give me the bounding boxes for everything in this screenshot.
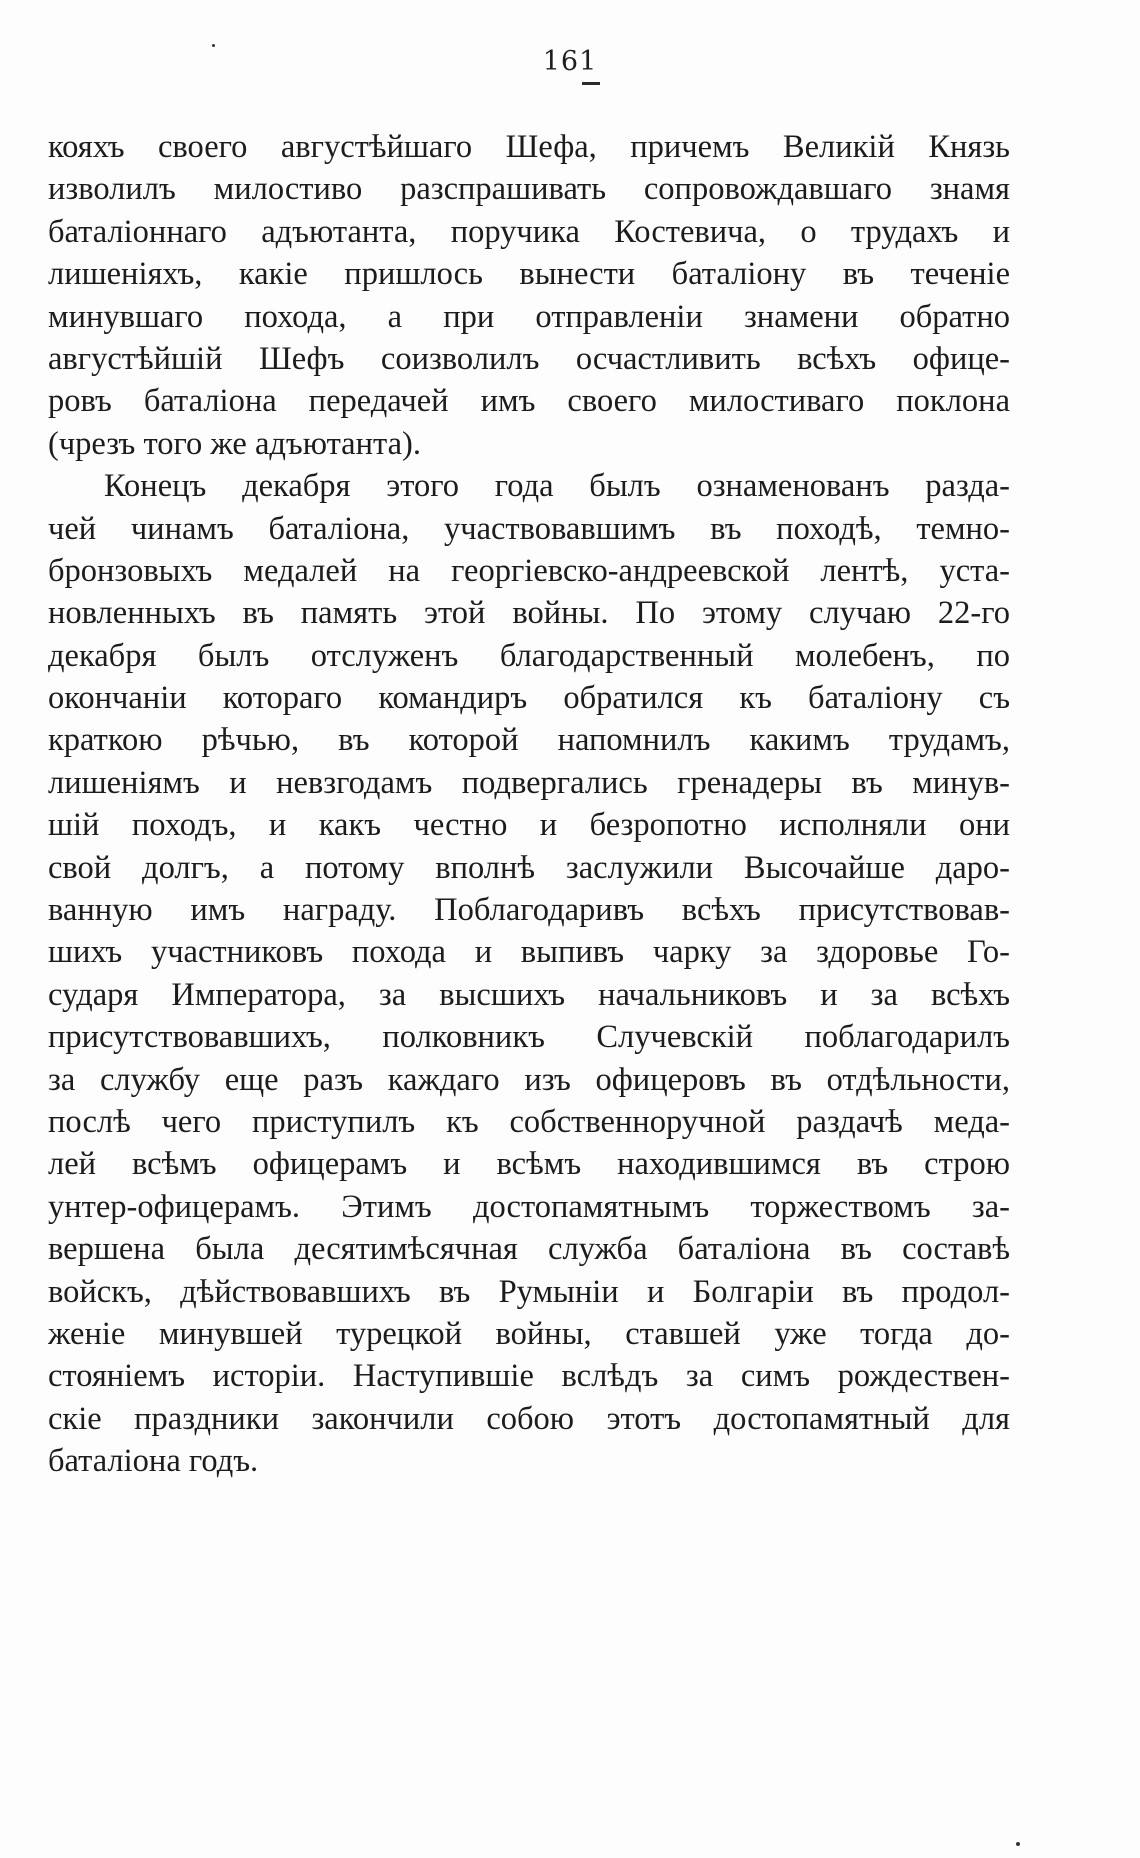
text-line: чей чинамъ баталіона, участвовавшимъ въ походѣ, темно- bbox=[48, 510, 1010, 547]
text-line: баталіоннаго адъютанта, поручика Костевича, о трудахъ и bbox=[48, 213, 1010, 250]
text-line: вершена была десятимѣсячная служба баталіона въ составѣ bbox=[48, 1231, 1010, 1268]
text-line: кояхъ своего августѣйшаго Шефа, причемъ Великій Князь bbox=[48, 129, 1010, 165]
text-line: минувшаго похода, а при отправленіи знамени обратно bbox=[48, 298, 1010, 335]
text-line: шій походъ, и какъ честно и безропотно исполняли они bbox=[48, 807, 1010, 844]
header-rule bbox=[582, 82, 600, 85]
text-line: изволилъ милостиво разспрашивать сопровождавшаго знамя bbox=[48, 171, 1010, 208]
text-line: (чрезъ того же адъютанта). bbox=[48, 425, 421, 462]
text-line: лей всѣмъ офицерамъ и всѣмъ находившимся въ строю bbox=[48, 1146, 1010, 1183]
text-line: августѣйшій Шефъ соизволилъ осчастливить всѣхъ офице- bbox=[48, 340, 1010, 377]
text-line: декабря былъ отслуженъ благодарственный молебенъ, по bbox=[48, 637, 1010, 674]
paragraph-2 bbox=[48, 465, 1010, 1482]
text-line: бронзовыхъ медалей на георгіевско-андреевской лентѣ, уста- bbox=[48, 552, 1010, 589]
text-line: свой долгъ, а потому вполнѣ заслужили Высочайше даро- bbox=[48, 849, 1010, 886]
text-line: Конецъ декабря этого года былъ ознаменованъ разда- bbox=[104, 468, 1010, 505]
text-line: унтер-офицерамъ. Этимъ достопамятнымъ торжествомъ за- bbox=[48, 1188, 1010, 1225]
page-number: 161 bbox=[542, 46, 598, 77]
text-line: за службу еще разъ каждаго изъ офицеровъ въ отдѣльности, bbox=[48, 1061, 1010, 1098]
body-text bbox=[48, 126, 1010, 1483]
text-line: лишеніяхъ, какіе пришлось вынести баталіону въ теченіе bbox=[48, 256, 1010, 293]
text-line: лишеніямъ и невзгодамъ подвергались гренадеры въ минув- bbox=[48, 764, 1010, 801]
text-line: сударя Императора, за высшихъ начальниковъ и за всѣхъ bbox=[48, 976, 1010, 1013]
scan-speck bbox=[212, 44, 215, 47]
text-line: новленныхъ въ память этой войны. По этому случаю 22-го bbox=[48, 595, 1010, 632]
text-line: женіе минувшей турецкой войны, ставшей уже тогда до- bbox=[48, 1315, 1010, 1352]
text-line: стояніемъ исторіи. Наступившіе вслѣдъ за симъ рождествен- bbox=[48, 1358, 1010, 1395]
text-line: ровъ баталіона передачей имъ своего милостиваго поклона bbox=[48, 383, 1010, 420]
text-line: послѣ чего приступилъ къ собственноручной раздачѣ меда- bbox=[48, 1103, 1010, 1140]
text-line: окончаніи котораго командиръ обратился къ баталіону съ bbox=[48, 680, 1010, 717]
paragraph-1 bbox=[48, 126, 1010, 465]
scan-speck bbox=[1016, 1842, 1020, 1846]
text-line: краткою рѣчью, въ которой напомнилъ какимъ трудамъ, bbox=[48, 722, 1010, 759]
text-line: шихъ участниковъ похода и выпивъ чарку за здоровье Го- bbox=[48, 934, 1010, 971]
text-line: войскъ, дѣйствовавшихъ въ Румыніи и Болгаріи въ продол- bbox=[48, 1273, 1010, 1310]
text-line: баталіона годъ. bbox=[48, 1443, 259, 1480]
text-line: скіе праздники закончили собою этотъ достопамятный для bbox=[48, 1400, 1010, 1437]
text-line: присутствовавшихъ, полковникъ Случевскій поблагодарилъ bbox=[48, 1019, 1010, 1056]
text-line: ванную имъ награду. Поблагодаривъ всѣхъ присутствовав- bbox=[48, 892, 1010, 929]
